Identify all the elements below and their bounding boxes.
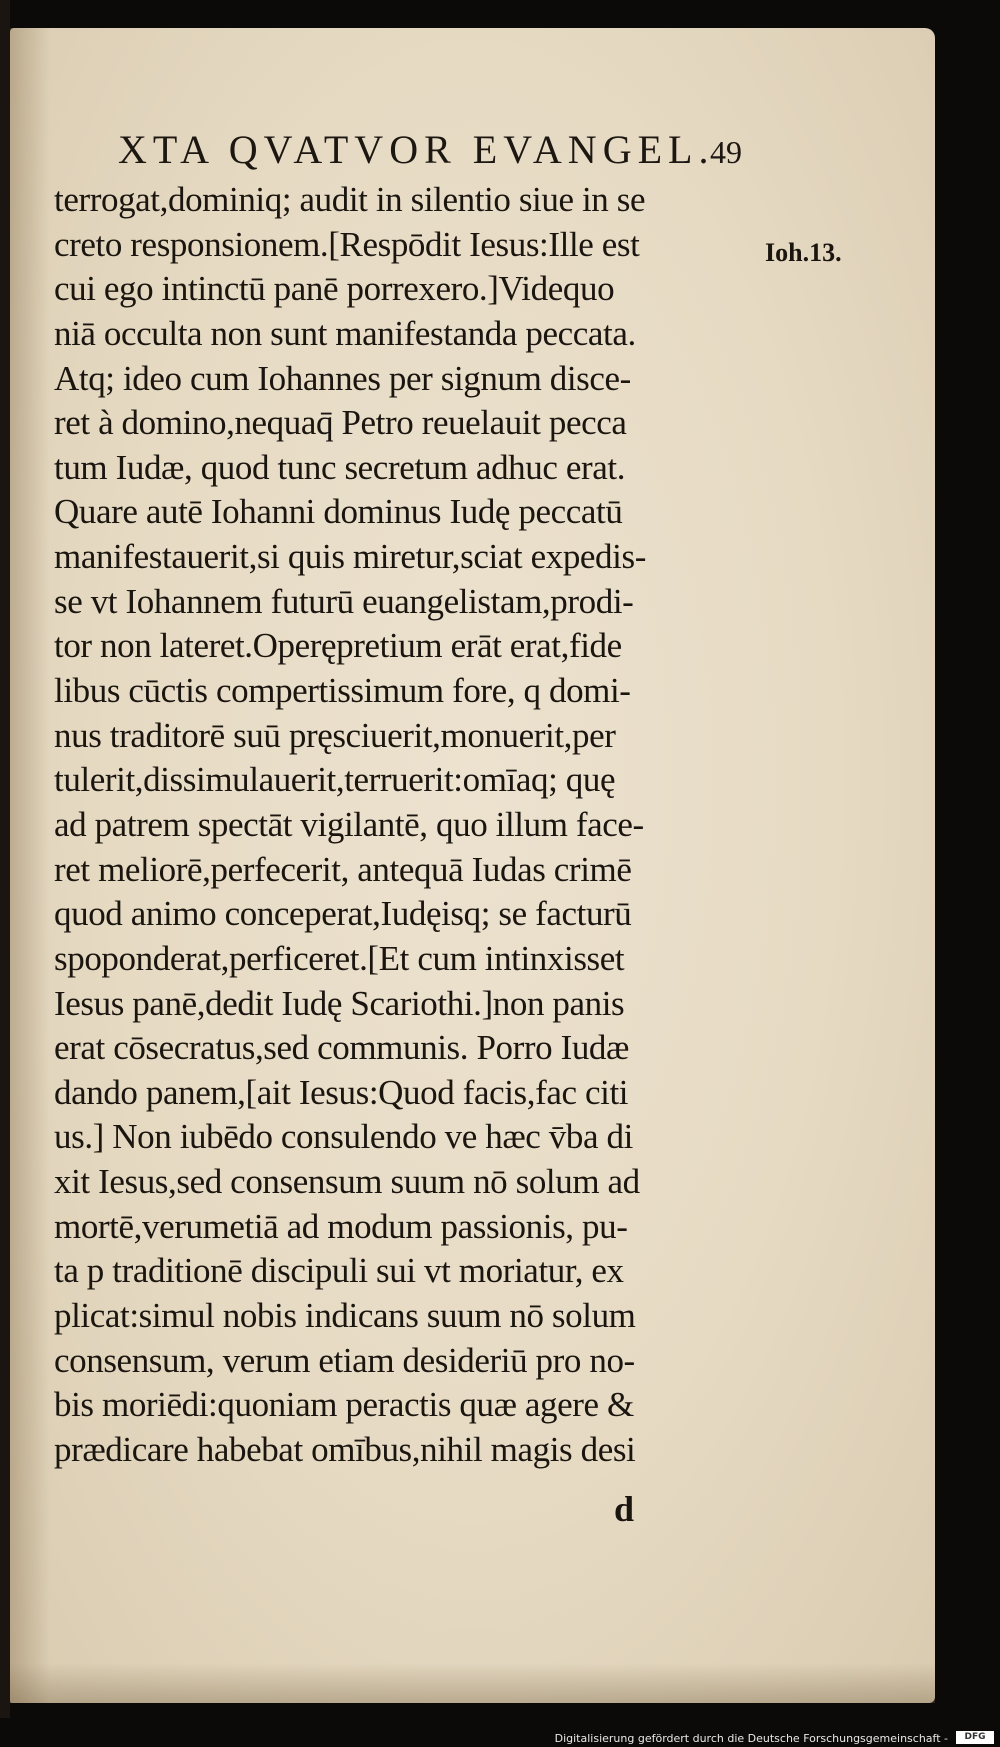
text-line: xit Iesus,sed consensum suum nō solum ad: [54, 1162, 640, 1202]
body-text: [54, 178, 774, 1473]
running-head: XTA QVATVOR EVANGEL.: [118, 127, 715, 172]
text-line: creto responsionem.[Respōdit Iesus:Ille est: [54, 224, 640, 264]
text-line: spoponderat,perficeret.[Et cum intinxisset: [54, 938, 625, 978]
text-line: ret à domino,nequaq̄ Petro reuelauit pecca: [54, 403, 627, 443]
scan-edge: [0, 0, 10, 1747]
text-line: niā occulta non sunt manifestanda peccata.: [54, 313, 636, 353]
text-line: Quare autē Iohanni dominus Iudę peccatū: [54, 492, 623, 532]
text-line: Iesus panē,dedit Iudę Scariothi.]non panis: [54, 983, 625, 1023]
text-line: erat cōsecratus,sed communis. Porro Iudæ: [54, 1028, 629, 1068]
bottom-shadow: [10, 1663, 935, 1703]
text-line: nus traditorē suū pręsciuerit,monuerit,per: [54, 715, 616, 755]
text-line: consensum, verum etiam desideriū pro no-: [54, 1340, 635, 1380]
text-line: terrogat,dominiq; audit in silentio siue in se: [54, 180, 646, 219]
text-line: plicat:simul nobis indicans suum nō solum: [54, 1296, 636, 1336]
text-line: libus cūctis compertissimum fore, q domi-: [54, 671, 631, 711]
text-line: mortē,verumetiā ad modum passionis, pu-: [54, 1206, 628, 1246]
text-line: se vt Iohannem futurū euangelistam,prodi-: [54, 581, 634, 621]
catchword: d: [614, 1489, 635, 1529]
text-line: bis moriēdi:quoniam peractis quæ agere &: [54, 1385, 634, 1425]
text-line: Atq; ideo cum Iohannes per signum disce-: [54, 358, 631, 398]
text-line: manifestauerit,si quis miretur,sciat expedis-: [54, 537, 646, 577]
book-page: [10, 28, 935, 1703]
gutter-shadow: [10, 28, 50, 1703]
text-line: tulerit,dissimulauerit,terruerit:omīaq; quę: [54, 760, 616, 800]
text-line: cui ego intinctū panē porrexero.]Videquo: [54, 269, 615, 309]
text-line: ret meliorē,perfecerit, antequā Iudas crimē: [54, 849, 632, 889]
text-line: dando panem,[ait Iesus:Quod facis,fac citi: [54, 1072, 629, 1112]
text-line: tor non lateret.Operępretium erāt erat,fide: [54, 626, 622, 666]
text-line: ta p traditionē discipuli sui vt moriatur, ex: [54, 1251, 624, 1291]
text-line: tum Iudæ, quod tunc secretum adhuc erat.: [54, 447, 626, 487]
digitization-credit: Digitalisierung gefördert durch die Deutsche Forschungsgemeinschaft -: [554, 1732, 948, 1745]
marginal-note: Ioh.13.: [765, 238, 842, 267]
text-line: prædicare habebat omībus,nihil magis desi: [54, 1429, 636, 1469]
text-line: us.] Non iubēdo consulendo ve hæc v̄ba di: [54, 1117, 633, 1157]
text-line: ad patrem spectāt vigilantē, quo illum face-: [54, 804, 644, 844]
dfg-logo: DFG: [956, 1731, 994, 1744]
text-line: quod animo conceperat,Iudęisq; se facturū: [54, 894, 632, 934]
folio-number: 49: [710, 134, 742, 170]
